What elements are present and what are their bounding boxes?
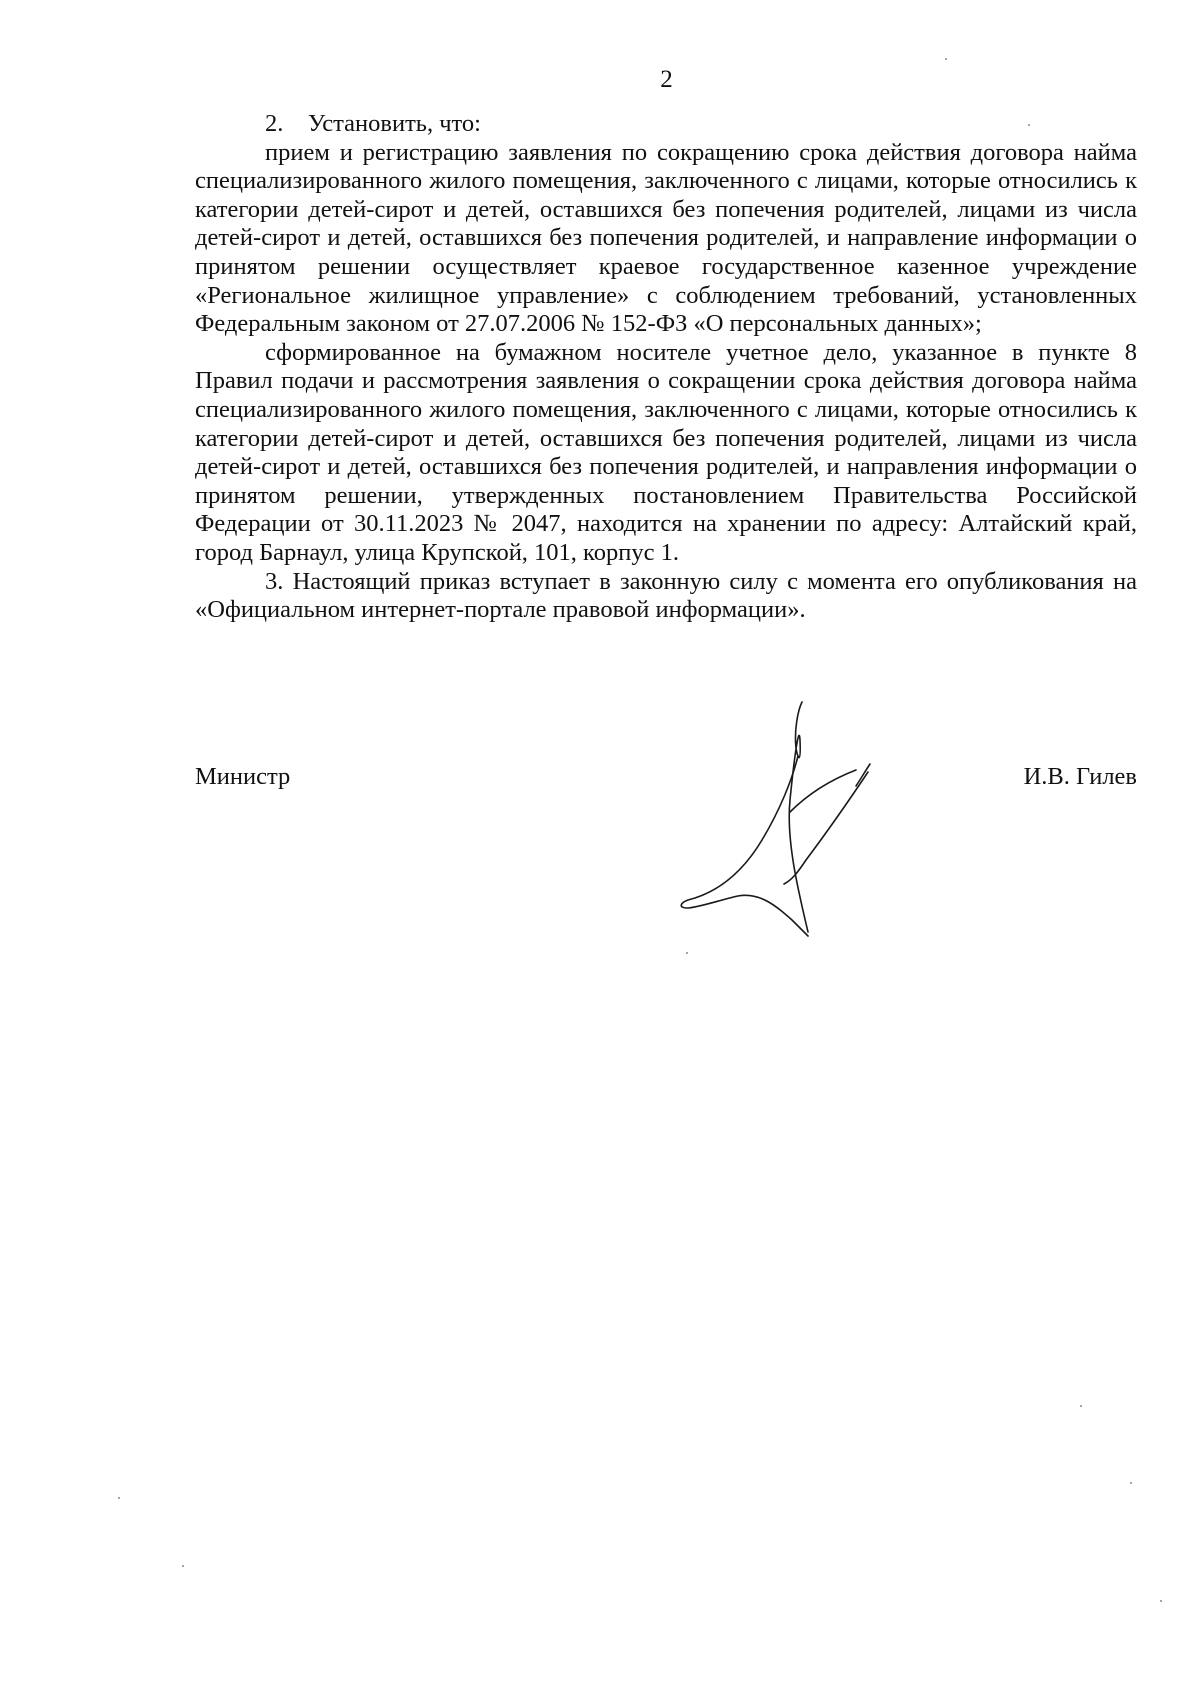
scan-speck — [686, 952, 688, 954]
scan-speck — [1028, 124, 1030, 126]
scan-speck — [1080, 1405, 1082, 1407]
scan-speck — [1160, 1600, 1162, 1602]
scan-speck — [118, 1497, 120, 1499]
item-2-paragraph-2: сформированное на бумажном носителе учетное дело, указанное в пункте 8 Правил подачи и рассмотрения заявления о сокращении срока действия договора найма специализированного жилого помещения, заключенного с лицами, которые относились к категории детей-сирот и детей, оставшихся без попечения родителей, лицами из числа детей-сирот и детей, оставшихся без попечения родителей, и направления информации о принятом решении, утвержденных постановлением Правительства Российской Федерации от 30.11.2023 № 2047, находится на хранении по адресу: Алтайский край, город Барнаул, улица Крупской, 101, корпус 1. — [195, 338, 1137, 566]
page-number: 2 — [660, 66, 673, 93]
item-2-heading: 2. Установить, что: — [265, 110, 481, 137]
signatory-position: Министр — [195, 763, 291, 790]
document-body — [195, 110, 1137, 625]
scan-speck — [945, 58, 947, 60]
item-2-paragraph-1: прием и регистрацию заявления по сокращению срока действия договора найма специализированного жилого помещения, заключенного с лицами, которые относились к категории детей-сирот и детей, оставшихся без попечения родителей, лицами из числа детей-сирот и детей, оставшихся без попечения родителей, и направление информации о принятом решении осуществляет краевое государственное казенное учреждение «Региональное жилищное управление» с соблюдением требований, установленных Федеральным законом от 27.07.2006 № 152-ФЗ «О персональных данных»; — [195, 138, 1137, 338]
handwritten-signature — [680, 700, 880, 940]
scan-speck — [1130, 1482, 1132, 1484]
scan-speck — [182, 1565, 184, 1567]
item-3-paragraph: 3. Настоящий приказ вступает в законную силу с момента его опубликования на «Официальном интернет-портале правовой информации». — [195, 567, 1137, 624]
signatory-name: И.В. Гилев — [1023, 763, 1137, 790]
